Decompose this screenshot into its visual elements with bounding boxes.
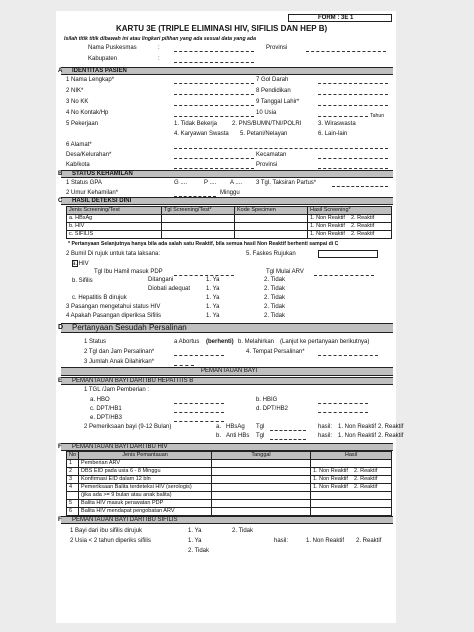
hasil-cell[interactable] (311, 484, 392, 492)
hepb-tidak[interactable]: 2. Tidak (264, 295, 286, 301)
q4-tidak[interactable]: 2. Tidak (264, 313, 286, 319)
nama-label: 1 Nama Lengkap* (66, 77, 115, 83)
nokk-field[interactable] (174, 105, 254, 106)
section-d-letter: D (58, 324, 64, 331)
reaktif-option[interactable]: 2. Reaktif (350, 223, 375, 229)
hasil-cell[interactable] (311, 476, 392, 484)
hbsag-label: HBsAg (226, 424, 245, 430)
section-d-title: Pertanyaan Sesudah Persalinan (72, 323, 187, 332)
hasil-cell[interactable] (308, 231, 392, 239)
non-reaktif-option[interactable]: 1. Non Reaktif (310, 231, 345, 237)
gol-label: 7 Gol Darah (256, 77, 289, 83)
row-no: 2 (67, 468, 79, 476)
instruction: Isilah titik titik dibawah ini atau lingkari pilihan yang ada sesuai data yang ada (64, 36, 256, 42)
reaktif-option[interactable]: 2. Reaktif (354, 468, 378, 474)
gpa-a[interactable]: A .... (230, 180, 243, 186)
table-row (67, 484, 392, 492)
hasil-cell[interactable] (311, 460, 392, 468)
non-reaktif-option[interactable]: 1. Non Reaktif (338, 433, 377, 439)
hp-field[interactable] (174, 116, 254, 117)
row-jenis: Balita HIV mendapat pengobatan ARV (79, 508, 212, 516)
tahun-label: Tahun (370, 113, 385, 119)
hbo-field[interactable] (174, 403, 224, 404)
non-reaktif-option[interactable]: 1. Non Reaktif (313, 484, 348, 490)
screening-name: a. HBsAg (67, 215, 162, 223)
section-f2-title: PEMANTAUAN BAYI DARI IBU SIFILIS (72, 517, 178, 523)
tgl-persalinan-field[interactable] (174, 355, 224, 356)
diobati-ya[interactable]: 1. Ya (206, 286, 220, 292)
nama-field[interactable] (174, 83, 254, 84)
section-c-title: HASIL DETEKSI DINI (72, 198, 132, 204)
col-jenis: Jenis Pemantauan (79, 452, 212, 460)
umur-label: 2 Umur Kehamilan* (66, 190, 119, 196)
dpt2-field[interactable] (318, 412, 368, 413)
col-kode: Kode Specimen (235, 207, 308, 215)
periksa-label: 2 Pemeriksaan bayi (9-12 Bulan) (84, 424, 172, 430)
pekerjaan-opt-1[interactable]: 1. Tidak Bekerja (174, 121, 218, 127)
section-a-letter: A (58, 68, 63, 74)
hasil-cell[interactable] (311, 492, 392, 500)
reaktif-option[interactable]: 2. Reaktif (378, 433, 404, 439)
hepb-label: c. Hepatitis B dirujuk (72, 295, 127, 301)
gol-field[interactable] (318, 83, 388, 84)
q3-tidak[interactable]: 2. Tidak (264, 304, 286, 310)
section-f1-title: PEMANTAUAN BAYI DARI IBU HIV (72, 444, 168, 450)
a-label: a. (216, 424, 222, 430)
q1-label: 1 Bayi dari ibu sifilis dirujuk (70, 528, 143, 534)
tgl-pdp-field[interactable] (174, 275, 234, 276)
kode-cell[interactable] (235, 231, 308, 239)
provinsi-a-label: Provinsi (256, 162, 278, 168)
hbig-label: b. HBIG (256, 397, 278, 403)
q2-label: 2 Usia < 2 tahun diperiks sifilis (70, 538, 151, 544)
alamat-field[interactable] (174, 148, 388, 149)
row-no (67, 492, 79, 500)
q1-tidak[interactable]: 2. Tidak (232, 528, 254, 534)
tanggal-cell[interactable] (212, 484, 311, 492)
tgl-arv-field[interactable] (314, 275, 374, 276)
berhenti-label: (berhenti) (206, 339, 234, 345)
row-jenis: DBS EID pada usia 6 - 8 Minggu (79, 468, 212, 476)
non-reaktif-option[interactable]: 1. Non Reaktif (310, 223, 345, 229)
anti-hbs-label: Anti HBs (226, 433, 250, 439)
row-no: 3 (67, 476, 79, 484)
tgl-lahir-label: 9 Tanggal Lahir* (256, 99, 300, 105)
q1-ya[interactable]: 1. Ya (188, 528, 202, 534)
taksiran-field[interactable] (332, 186, 388, 187)
section-a-title: IDENTITAS PASIEN (72, 68, 127, 74)
dpt3-label: e. DPT/HB3 (90, 415, 123, 421)
kab-field[interactable] (174, 168, 254, 169)
tanggal-cell[interactable] (212, 460, 311, 468)
pekerjaan-label: 5 Pekerjaan (66, 121, 99, 127)
nik-field[interactable] (174, 94, 254, 95)
ditangani-label: Ditangani (148, 277, 174, 283)
faskes-label: 5. Faskes Rujukan (246, 251, 296, 257)
table-header-row (67, 207, 392, 215)
non-reaktif-option[interactable]: 1. Non Reaktif (313, 468, 348, 474)
kabupaten-label: Kabupaten (88, 56, 118, 62)
tempat-label: 4. Tempat Persalinan* (246, 349, 305, 355)
non-reaktif-option[interactable]: 1. Non Reaktif (338, 424, 377, 430)
kode-cell[interactable] (235, 215, 308, 223)
row-jenis: Konfirmasi EID dalam 12 bln (79, 476, 212, 484)
tgl-pemberian-label: 1 TGL /Jam Pemberian : (84, 387, 150, 393)
tanggal-cell[interactable] (212, 476, 311, 484)
hasil-cell[interactable] (311, 500, 392, 508)
table-row (67, 492, 392, 500)
reaktif-option[interactable]: 2. Reaktif (378, 424, 404, 430)
kab-label: Kab/kota (66, 162, 90, 168)
table-row (67, 223, 392, 231)
usia-field[interactable] (318, 116, 368, 117)
non-reaktif-option[interactable]: 1. Non Reaktif (306, 538, 345, 544)
tgl-cell[interactable] (162, 231, 235, 239)
provinsi-field[interactable] (306, 51, 386, 52)
hiv-label: a. HIV (72, 261, 89, 267)
abortus-option[interactable]: a Abortus (174, 339, 200, 345)
nik-label: 2 NIK* (66, 88, 84, 94)
screening-name: c. SIFILIS (67, 231, 162, 239)
hiv-table (66, 451, 392, 516)
form-page (56, 11, 404, 623)
pendidikan-field[interactable] (318, 94, 388, 95)
non-reaktif-option[interactable]: 1. Non Reaktif (313, 476, 348, 482)
section-c-letter: C (58, 198, 63, 204)
kabupaten-field[interactable] (174, 62, 254, 63)
pekerjaan-opt-2[interactable]: 2. PNS/BUMN/TNI/POLRI (232, 121, 302, 127)
hepb-ya[interactable]: 1. Ya (206, 295, 220, 301)
faskes-field[interactable] (318, 250, 378, 258)
q2-ya[interactable]: 1. Ya (188, 538, 202, 544)
jumlah-label: 3 Jumlah Anak Dilahirkan* (84, 359, 155, 365)
jumlah-field[interactable] (174, 365, 194, 366)
section-b-letter: B (58, 171, 63, 177)
section-e-letter: E (58, 378, 63, 384)
tanggal-cell[interactable] (212, 508, 311, 516)
pendidikan-label: 8 Pendidikan (256, 88, 291, 94)
colon: : (158, 56, 160, 62)
tanggal-cell[interactable] (212, 492, 311, 500)
usia-label: 10 Usia (256, 110, 277, 116)
reaktif-option[interactable]: 2. Reaktif (350, 231, 375, 237)
table-row (67, 500, 392, 508)
gpa-g[interactable]: G .... (174, 180, 188, 186)
reaktif-option[interactable]: 2. Reaktif (356, 538, 382, 544)
form-title: KARTU 3E (TRIPLE ELIMINASI HIV, SIFILIS DAN HEP B) (116, 24, 328, 33)
note: * Pertanyaan Selanjutnya hanya bila ada salah satu Reaktif, bila semua hasil Non Reaktif berhenti sampai di C (68, 241, 339, 247)
hbo-label: a. HBO (90, 397, 110, 403)
table-row (67, 508, 392, 516)
screening-table (66, 206, 392, 239)
col-hasil: Hasil (311, 452, 392, 460)
provinsi-label: Provinsi (266, 45, 288, 51)
tgl-label: Tgl (256, 424, 265, 430)
dpt3-field[interactable] (174, 421, 224, 422)
tgl-lahir-field[interactable] (318, 105, 388, 106)
table-header-row (67, 452, 392, 460)
q3-label: 3 Pasangan mengetahui status HIV (66, 304, 161, 310)
kode-cell[interactable] (235, 223, 308, 231)
hasil-cell[interactable] (311, 468, 392, 476)
hasil-cell[interactable] (308, 223, 392, 231)
hasil-label: hasil: (318, 424, 333, 430)
reaktif-option[interactable]: 2. Reaktif (354, 476, 378, 482)
q4-ya[interactable]: 1. Ya (206, 313, 220, 319)
b-label: b. (216, 433, 222, 439)
gpa-label: 1 Status GPA (66, 180, 102, 186)
hiv-field[interactable] (72, 260, 78, 267)
section-f1-letter: F (58, 444, 62, 450)
desa-field[interactable] (174, 158, 254, 159)
ditangani-tidak[interactable]: 2. Tidak (264, 277, 286, 283)
reaktif-option[interactable]: 2. Reaktif (354, 484, 378, 490)
hasil-label: hasil: (274, 538, 289, 544)
anti-tgl-field[interactable] (270, 439, 306, 440)
gpa-p[interactable]: P .... (204, 180, 217, 186)
hbsag-tgl-field[interactable] (270, 430, 306, 431)
hasil-label: hasil: (318, 433, 333, 439)
dpt2-label: d. DPT/HB2 (256, 406, 289, 412)
section-e-title: PEMANTAUAN BAYI DARI IBU HEPATITIS B (72, 378, 194, 384)
col-hasil: Hasil Screening* (308, 207, 392, 215)
section-f2-letter: F (58, 517, 62, 523)
table-row (67, 476, 392, 484)
tgl-label: Tgl (256, 433, 265, 439)
melahirkan-option[interactable]: b. Melahirkan (238, 339, 275, 345)
pemantauan-title: PEMANTAUAN BAYI (201, 368, 258, 374)
lanjut-label: (Lanjut ke pertanyaan berikutnya) (280, 339, 370, 345)
table-row (67, 215, 392, 223)
screening-name: b. HIV (67, 223, 162, 231)
hasil-cell[interactable] (311, 508, 392, 516)
q3-ya[interactable]: 1. Ya (206, 304, 220, 310)
puskesmas-field[interactable] (174, 51, 254, 52)
tgl-persalinan-label: 2 Tgl dan Jam Persalinan* (84, 349, 155, 355)
row-jenis: Pemberian ARV (79, 460, 212, 468)
q2-tidak[interactable]: 2. Tidak (188, 548, 210, 554)
row-no: 4 (67, 484, 79, 492)
minggu-label: Minggu (220, 190, 240, 196)
table-row (67, 231, 392, 239)
tgl-pdp-label: Tgl Ibu Hamil masuk PDP (94, 269, 163, 275)
row-no: 6 (67, 508, 79, 516)
tgl-arv-label: Tgl Mulai ARV (266, 269, 304, 275)
ditangani-ya[interactable]: 1. Ya (206, 277, 220, 283)
dpt1-field[interactable] (174, 412, 224, 413)
table-row (67, 460, 392, 468)
pekerjaan-opt-6[interactable]: 6. Lain-lain (318, 131, 348, 137)
row-jenis: Pemeriksaan Balita terdeteksi HIV (serologis) (79, 484, 212, 492)
pekerjaan-opt-3[interactable]: 3. Wiraswasta (318, 121, 356, 127)
status-label: 1 Status (84, 339, 107, 345)
desa-label: Desa/Kelurahan* (66, 152, 112, 158)
col-tanggal: Tanggal (212, 452, 311, 460)
row-no: 1 (67, 460, 79, 468)
hbig-field[interactable] (318, 403, 368, 404)
tanggal-cell[interactable] (212, 468, 311, 476)
hasil-cell[interactable] (308, 215, 392, 223)
row-no: 5 (67, 500, 79, 508)
col-no: No (67, 452, 79, 460)
tgl-cell[interactable] (162, 223, 235, 231)
row-jenis: (jika ada >= 9 bulan atau anak balita) (79, 492, 212, 500)
pekerjaan-opt-4[interactable]: 4. Karyawan Swasta (174, 131, 229, 137)
non-reaktif-option[interactable]: 1. Non Reaktif (310, 215, 345, 221)
colon: : (158, 45, 160, 51)
row-jenis: Balita HIV masuk perawatan PDP (79, 500, 212, 508)
sifilis-label: b. Sifilis (72, 278, 93, 284)
q4-label: 4 Apakah Pasangan diperiksa Sifilis (66, 313, 162, 319)
col-tgl: Tgl Screening/Test* (162, 207, 235, 215)
section-b-title: STATUS KEHAMILAN (72, 171, 133, 177)
pekerjaan-opt-5[interactable]: 5. Petani/Nelayan (240, 131, 288, 137)
form-code: FORM : 3E 1 (318, 15, 354, 21)
kecamatan-field[interactable] (318, 158, 388, 159)
hp-label: 4 No Kontak/Hp (66, 110, 109, 116)
tgl-cell[interactable] (162, 215, 235, 223)
dirujuk-label: 2 Bumil Di rujuk untuk tata laksana: (66, 251, 161, 257)
alamat-label: 6 Alamat* (66, 142, 92, 148)
tanggal-cell[interactable] (212, 500, 311, 508)
col-jenis: Jenis Screening/Test (67, 207, 162, 215)
provinsi-a-field[interactable] (318, 168, 388, 169)
diobati-label: Diobati adequat (148, 286, 191, 292)
reaktif-option[interactable]: 2. Reaktif (350, 215, 375, 221)
nokk-label: 3 No KK (66, 99, 89, 105)
taksiran-label: 3 Tgl. Taksiran Partus* (256, 180, 317, 186)
puskesmas-label: Nama Puskesmas (88, 45, 137, 51)
dpt1-label: c. DPT/HB1 (90, 406, 122, 412)
table-row (67, 468, 392, 476)
tempat-field[interactable] (318, 355, 378, 356)
diobati-tidak[interactable]: 2. Tidak (264, 286, 286, 292)
kecamatan-label: Kecamatan (256, 152, 287, 158)
